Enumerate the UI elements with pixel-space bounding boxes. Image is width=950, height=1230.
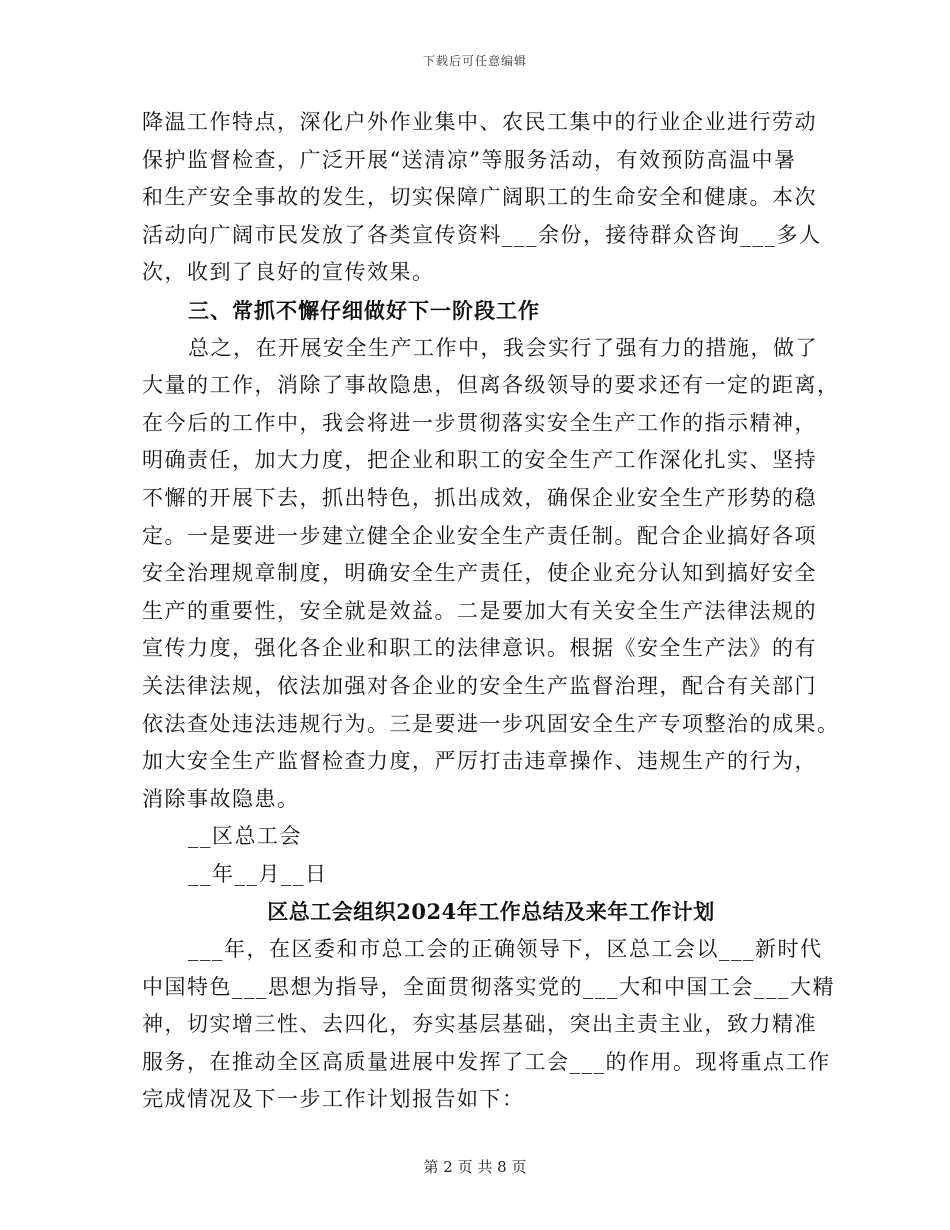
section-heading: 三、常抓不懈仔细做好下一阶段工作: [188, 297, 540, 323]
signature-date: __年__月__日: [188, 861, 328, 886]
paragraph-line: 次，收到了良好的宣传效果。: [142, 260, 435, 285]
paragraph-line: 神，切实增三性、去四化，夯实基层基础，突出主责主业，致力精准: [142, 1012, 817, 1037]
paragraph-line: 保护监督检查，广泛开展“送清凉”等服务活动，有效预防高温中暑: [142, 147, 797, 172]
paragraph-line: 大量的工作，消除了事故隐患，但离各级领导的要求还有一定的距离，: [142, 373, 840, 398]
paragraph-line: 总之，在开展安全生产工作中，我会实行了强有力的措施，做了: [188, 335, 818, 360]
paragraph-line: 完成情况及下一步工作计划报告如下：: [142, 1087, 525, 1112]
paragraph-line: 安全治理规章制度，明确安全生产责任，使企业充分认知到搞好安全: [142, 561, 817, 586]
paragraph-line: 依法查处违法违规行为。三是要进一步巩固安全生产专项整治的成果。: [142, 711, 840, 736]
document-title: 区总工会组织2024年工作总结及来年工作计划: [267, 899, 715, 925]
page-number: 第 2 页 共 8 页: [423, 1158, 527, 1176]
paragraph-line: 中国特色___思想为指导，全面贯彻落实党的___大和中国工会___大精: [142, 974, 835, 999]
paragraph-line: 在今后的工作中，我会将进一步贯彻落实安全生产工作的指示精神，: [142, 410, 817, 435]
paragraph-line: ___年，在区委和市总工会的正确领导下，区总工会以___新时代: [188, 937, 823, 962]
paragraph-line: 宣传力度，强化各企业和职工的法律意识。根据《安全生产法》的有: [142, 636, 817, 661]
paragraph-line: 消除事故隐患。: [142, 786, 300, 811]
signature-org: __区总工会: [188, 824, 302, 849]
paragraph-line: 降温工作特点，深化户外作业集中、农民工集中的行业企业进行劳动: [142, 110, 817, 134]
paragraph-line: 生产的重要性，安全就是效益。二是要加大有关安全生产法律法规的: [142, 598, 817, 623]
document-body: [142, 104, 840, 1119]
paragraph-line: 服务，在推动全区高质量进展中发挥了工会___的作用。现将重点工作: [142, 1049, 831, 1074]
header-note: 下载后可任意编辑: [422, 54, 527, 68]
paragraph-line: 和生产安全事故的发生，切实保障广阔职工的生命安全和健康。本次: [142, 185, 817, 210]
paragraph-line: 明确责任，加大力度，把企业和职工的安全生产工作深化扎实、坚持: [142, 448, 817, 473]
paragraph-line: 定。一是要进一步建立健全企业安全生产责任制。配合企业搞好各项: [142, 523, 817, 548]
paragraph-line: 加大安全生产监督检查力度，严厉打击违章操作、违规生产的行为，: [142, 749, 817, 774]
paragraph-line: 关法律法规，依法加强对各企业的安全生产监督治理，配合有关部门: [142, 673, 817, 698]
paragraph-line: 活动向广阔市民发放了各类宣传资料___余份，接待群众咨询___多人: [142, 222, 822, 247]
paragraph-line: 不懈的开展下去，抓出特色，抓出成效，确保企业安全生产形势的稳: [142, 485, 817, 510]
